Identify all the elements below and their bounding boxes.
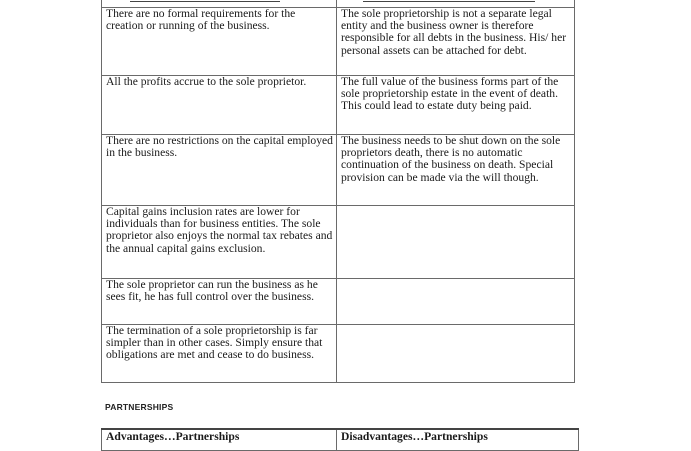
disadvantage-cell bbox=[337, 279, 575, 325]
advantage-cell: Capital gains inclusion rates are lower for individuals than for business entities. The sole proprietor also enjoys the normal tax rebates and the annual capital gains exclusion. bbox=[102, 206, 337, 279]
advantages-header: Advantages…Partnerships bbox=[102, 429, 337, 451]
disadvantage-cell: The sole proprietorship is not a separate legal entity and the business owner is therefore responsible for all debts in the business. His/ her personal assets can be attached for debt. bbox=[337, 8, 575, 76]
table-row bbox=[102, 325, 575, 383]
partnerships-table bbox=[101, 428, 579, 451]
disadvantage-cell: The business needs to be shut down on the sole proprietors death, there is no automatic continuation of the business on death. Special provision can be made via the will though. bbox=[337, 135, 575, 206]
disadvantages-header: Disadvantages…Partnerships bbox=[337, 429, 579, 451]
disadvantage-cell bbox=[337, 206, 575, 279]
advantage-cell: All the profits accrue to the sole proprietor. bbox=[102, 76, 337, 135]
table-row bbox=[102, 76, 575, 135]
advantage-cell: The sole proprietor can run the business as he sees fit, he has full control over the business. bbox=[102, 279, 337, 325]
header-underline bbox=[363, 1, 535, 2]
table-row bbox=[102, 206, 575, 279]
advantage-cell: There are no formal requirements for the creation or running of the business. bbox=[102, 8, 337, 76]
sole-proprietor-table bbox=[101, 0, 575, 383]
table-row bbox=[102, 279, 575, 325]
disadvantage-cell: The full value of the business forms part of the sole proprietorship estate in the event of death. This could lead to estate duty being paid. bbox=[337, 76, 575, 135]
advantage-cell: There are no restrictions on the capital employed in the business. bbox=[102, 135, 337, 206]
disadvantage-cell bbox=[337, 325, 575, 383]
table-row bbox=[102, 135, 575, 206]
table-row bbox=[102, 8, 575, 76]
header-underline bbox=[130, 1, 280, 2]
section-title: PARTNERSHIPS bbox=[105, 402, 174, 412]
table-header-row bbox=[102, 429, 579, 451]
advantage-cell: The termination of a sole proprietorship is far simpler than in other cases. Simply ensure that obligations are met and cease to do business. bbox=[102, 325, 337, 383]
